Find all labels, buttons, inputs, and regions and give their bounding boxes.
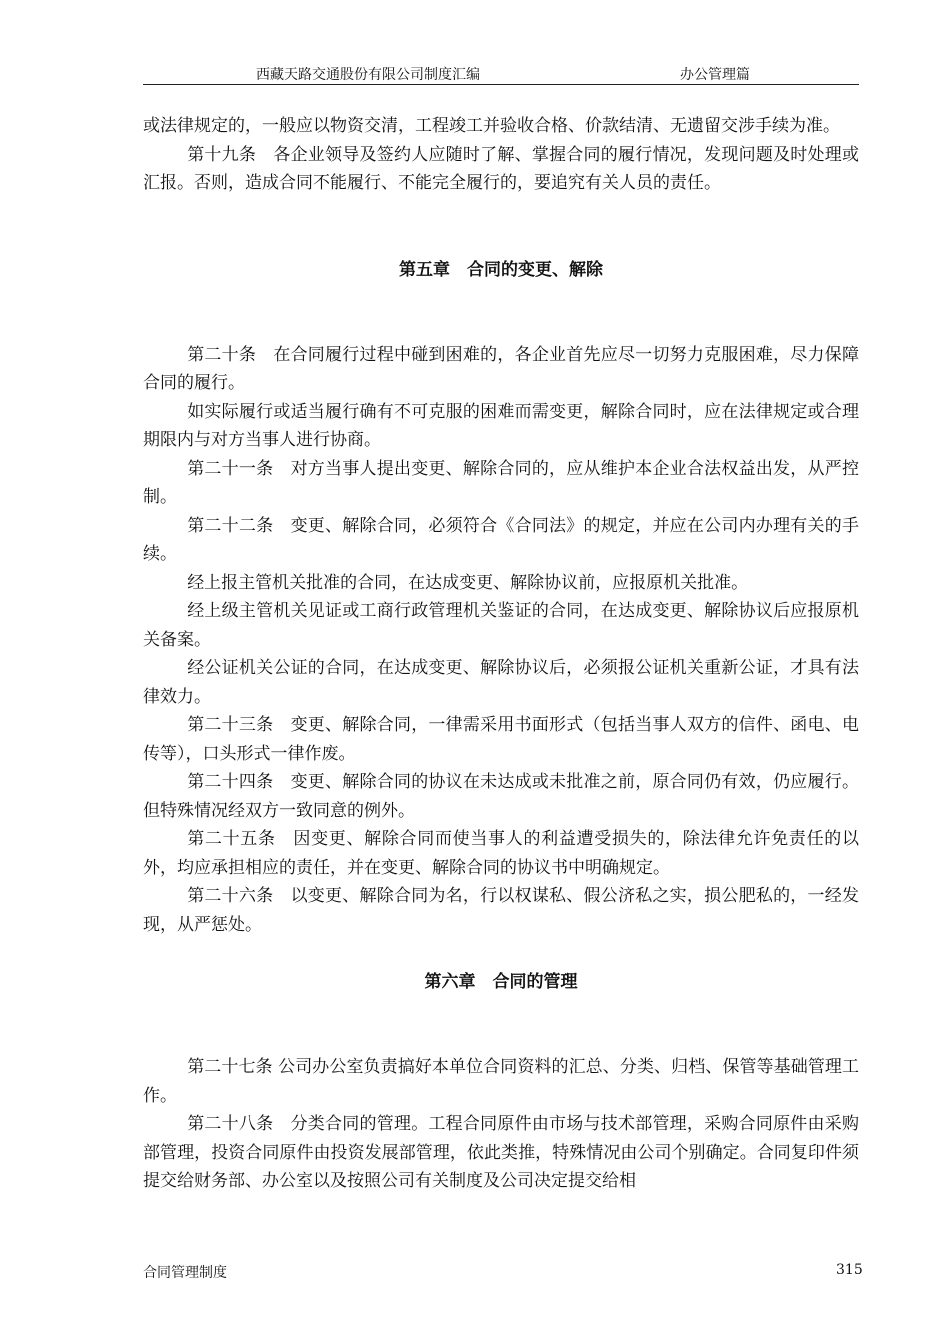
footer-title: 合同管理制度: [143, 1265, 227, 1281]
paragraph: 经公证机关公证的合同，在达成变更、解除协议后，必须报公证机关重新公证，才具有法律效力。: [143, 658, 859, 707]
paragraph: 第二十六条 以变更、解除合同为名，行以权谋私、假公济私之实，损公肥私的，一经发现，从严惩处。: [143, 886, 859, 935]
paragraph: 经上级主管机关见证或工商行政管理机关鉴证的合同，在达成变更、解除协议后应报原机关备案。: [143, 601, 859, 650]
paragraph: 如实际履行或适当履行确有不可克服的困难而需变更，解除合同时，应在法律规定或合理期限内与对方当事人进行协商。: [143, 401, 859, 450]
paragraph: 经上报主管机关批准的合同，在达成变更、解除协议前，应报原机关批准。: [187, 572, 749, 593]
paragraph: 第二十二条 变更、解除合同，必须符合《合同法》的规定，并应在公司内办理有关的手续。: [143, 515, 859, 564]
paragraph: 或法律规定的，一般应以物资交清，工程竣工并验收合格、价款结清、无遗留交涉手续为准。: [143, 116, 840, 136]
paragraph: 第二十四条 变更、解除合同的协议在未达成或未批准之前，原合同仍有效，仍应履行。但特殊情况经双方一致同意的例外。: [143, 772, 859, 821]
document-body: [143, 112, 859, 1196]
paragraph: 第二十条 在合同履行过程中碰到困难的，各企业首先应尽一切努力克服困难，尽力保障合同的履行。: [143, 344, 859, 393]
page-header: [143, 62, 859, 85]
chapter-heading: 第五章 合同的变更、解除: [399, 259, 603, 280]
paragraph: 第二十三条 变更、解除合同，一律需采用书面形式（包括当事人双方的信件、函电、电传等），口头形式一律作废。: [143, 715, 859, 764]
paragraph: 第二十一条 对方当事人提出变更、解除合同的，应从维护本企业合法权益出发，从严控制。: [143, 458, 859, 507]
header-section: 办公管理篇: [680, 67, 750, 83]
header-title: 西藏天路交通股份有限公司制度汇编: [256, 67, 480, 83]
page-number: 315: [836, 1262, 863, 1278]
chapter-heading: 第六章 合同的管理: [424, 972, 578, 992]
paragraph: 第二十七条 公司办公室负责搞好本单位合同资料的汇总、分类、归档、保管等基础管理工作。: [143, 1057, 859, 1106]
paragraph: 第十九条 各企业领导及签约人应随时了解、掌握合同的履行情况，发现问题及时处理或汇报。否则，造成合同不能履行、不能完全履行的，要追究有关人员的责任。: [143, 144, 859, 193]
paragraph: 第二十八条 分类合同的管理。工程合同原件由市场与技术部管理，采购合同原件由采购部管理，投资合同原件由投资发展部管理，依此类推，特殊情况由公司个别确定。合同复印件须提交给财务部、办公室以及按照公司有关制度及公司决定提交给相: [143, 1114, 859, 1191]
paragraph: 第二十五条 因变更、解除合同而使当事人的利益遭受损失的，除法律允许免责任的以外，均应承担相应的责任，并在变更、解除合同的协议书中明确规定。: [143, 829, 859, 878]
